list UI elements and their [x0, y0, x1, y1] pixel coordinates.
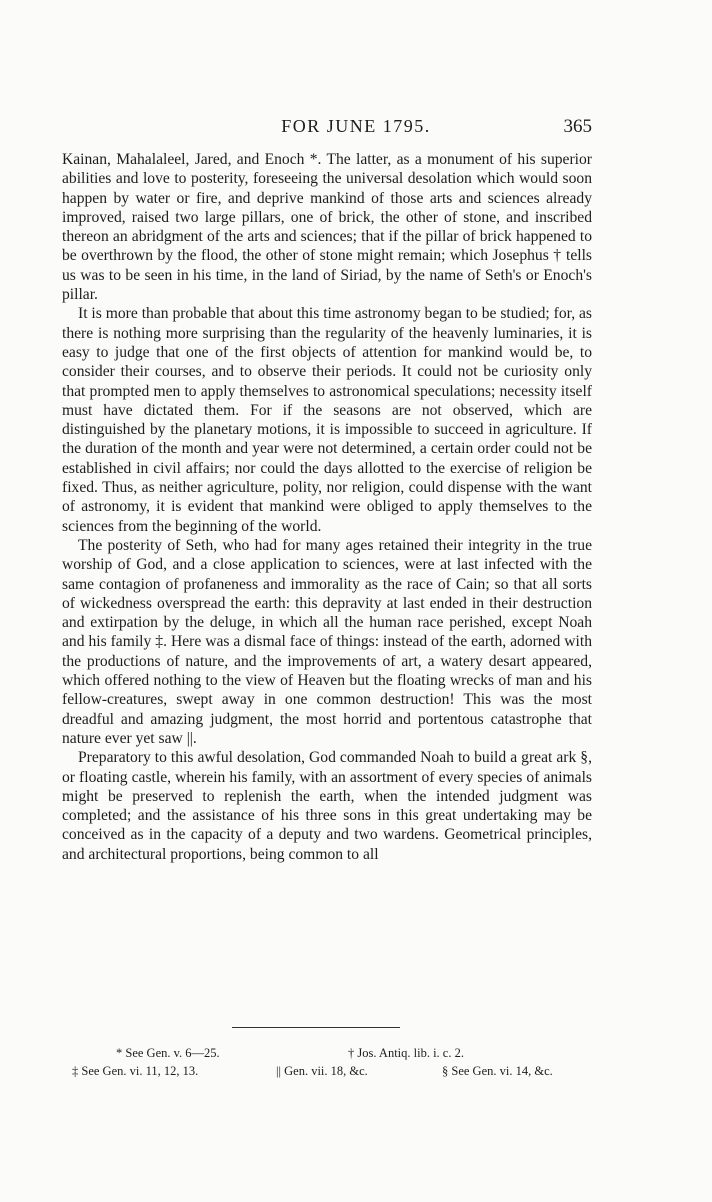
footnote: ‡ See Gen. vi. 11, 12, 13.: [72, 1064, 199, 1078]
paragraph: The posterity of Seth, who had for many ages retained their integrity in the true worship of God, and a close application to sciences, were at last infected with the same contagion of profaneness and immorality as the race of Cain; so that all sorts of wickedness overspread the earth: this depravity at last ended in their destruction and extirpation by the deluge, in which all the human race perished, except Noah and his family ‡. Here was a dismal face of things: instead of the earth, adorned with the productions of nature, and the improvements of art, a watery desart appeared, which offered nothing to the view of Heaven but the floating wrecks of man and his fellow-creatures, swept away in one common destruction! This was the most dreadful and amazing judgment, the most horrid and portentous catastrophe that nature ever yet saw ||.: [62, 536, 592, 747]
footnote-divider: [232, 1027, 400, 1028]
paragraph: It is more than probable that about this time astronomy began to be studied; for, as there is nothing more surprising than the regularity of the heavenly luminaries, it is easy to judge that one of the first objects of attention for mankind would be, to consider their courses, and to observe their periods. It could not be curiosity only that prompted men to apply themselves to astronomical speculations; necessity itself must have dictated them. For if the seasons are not observed, which are distinguished by the planetary motions, it is impossible to succeed in agriculture. If the duration of the month and year were not determined, a certain order could not be established in civil affairs; nor could the days allotted to the exercise of religion be fixed. Thus, as neither agriculture, polity, nor religion, could dispense with the want of astronomy, it is evident that mankind were obliged to apply themselves to the sciences from the beginning of the world.: [62, 305, 592, 535]
footnote: § See Gen. vi. 14, &c.: [442, 1064, 553, 1078]
page-header: [0, 116, 712, 144]
footnote-row: [72, 1062, 602, 1080]
footnote: * See Gen. v. 6—25.: [116, 1046, 220, 1060]
paragraph: Preparatory to this awful desolation, God commanded Noah to build a great ark §, or floating castle, wherein his family, with an assortment of every species of animals might be preserved to replenish the earth, when the intended judgment was completed; and the assistance of his three sons in this great undertaking may be conceived as in the capacity of a deputy and two wardens. Geometrical principles, and architectural proportions, being common to all: [62, 749, 592, 863]
body-text: [62, 150, 592, 864]
footnotes: [72, 1044, 602, 1080]
page-number: 365: [563, 116, 592, 137]
paragraph: Kainan, Mahalaleel, Jared, and Enoch *. The latter, as a monument of his superior abilities and love to posterity, foreseeing the universal desolation which would soon happen by water or fire, and deprive mankind of those arts and sciences already improved, raised two large pillars, one of brick, the other of stone, and inscribed thereon an abridgment of the arts and sciences; that if the pillar of brick happened to be overthrown by the flood, the other of stone might remain; which Josephus † tells us was to be seen in his time, in the land of Siriad, by the name of Seth's or Enoch's pillar.: [62, 151, 592, 304]
footnote: || Gen. vii. 18, &c.: [276, 1064, 368, 1078]
footnote-row: [72, 1044, 602, 1062]
running-title: FOR JUNE 1795.: [281, 116, 431, 136]
footnote: † Jos. Antiq. lib. i. c. 2.: [348, 1046, 464, 1060]
